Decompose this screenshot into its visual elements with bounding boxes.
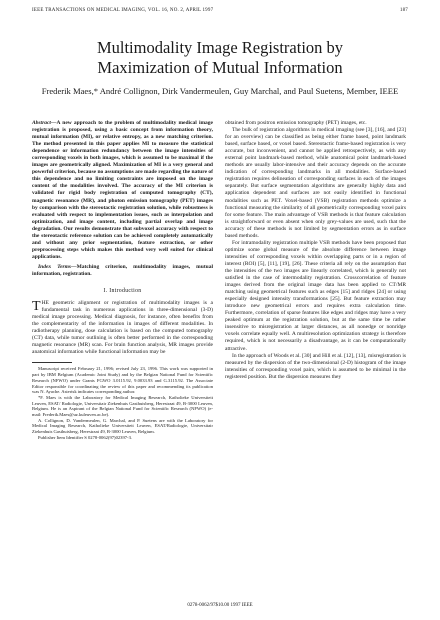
journal-line: IEEE TRANSACTIONS ON MEDICAL IMAGING, VOL. 16, NO. 2, APRIL 1997 bbox=[32, 8, 214, 13]
author-list: Frederik Maes,* André Collignon, Dirk Vandermeulen, Guy Marchal, and Paul Suetens, Member, IEEE bbox=[41, 86, 399, 96]
abstract-label: Abstract— bbox=[32, 120, 57, 126]
body-paragraph: For intramodality registration multiple VSB methods have been proposed that optimize some global measure of the absolute difference between image intensities of corresponding voxels within overlapping parts or in a region of interest (ROI) [5], [11], [19], [26]. These criteria all rely on the assumption that the intensities of the two images are linearly correlated, which is generally not satisfied in the case of intermodality registration. Crosscorrelation of feature images derived from the original image data has been applied to CT/MR matching using geometrical features such as edges [15] and ridges [24] or using especially designed intensity transformations [25]. But feature extraction may introduce new geometrical errors and requires extra calculation time. Furthermore, correlation of sparse features like edges and ridges may have a very peaked optimum at the registration solution, but at the same time be rather insensitive to misregistration at larger distances, as all nonedge or nonridge voxels correlate equally well. A multiresolution optimization strategy is therefore required, which is not necessarily a disadvantage, as it can be computationally attractive. bbox=[225, 239, 406, 352]
footer-copyright: 0278-0062/97$10.00 1997 IEEE bbox=[187, 603, 253, 608]
index-terms-text: Matching criterion, multimodality images, mutual information, registration. bbox=[32, 263, 213, 277]
footnote-publisher-id: Publisher Item Identifier S 0278-0062(97)02397-3. bbox=[38, 434, 133, 440]
footnote-rule bbox=[32, 362, 72, 363]
paper-title bbox=[30, 38, 410, 78]
intro-text: HE geometric alignment or registration of multimodality images is a fundamental task in numerous applications in three-dimensional (3-D) medical image processing. Medical diagnosis, for instance, often benefits from the complementarity of the information in images of different modalities. In radiotherapy planning, dose calculation is based on the computed tomography (CT) data, while tumor outlining is often better performed in the corresponding magnetic resonance (MR) scan. For brain function analysis, MR images provide anatomical information while functional information may be bbox=[32, 300, 213, 356]
running-head bbox=[32, 8, 408, 13]
footnote-maes: *F. Maes is with the Laboratory for Medical Imaging Research, Katholieke Universiteit Leuven, ESAT/ Radiologie, Universitair Ziekenhuis Gasthuisberg, Herestraat 49, B-3000 Leuven, Belgium. He is an Aspirant of the Belgian National Fund for Scientific Research (NFWO) (e-mail: Frederik.Maes@uz.kuleuven.ac.be). bbox=[32, 394, 213, 418]
drop-cap: T bbox=[32, 299, 41, 315]
right-column bbox=[225, 120, 406, 381]
intro-paragraph bbox=[32, 300, 213, 356]
page-number: 187 bbox=[399, 8, 408, 13]
body-paragraph: obtained from positron emission tomography (PET) images, etc. bbox=[225, 120, 367, 126]
left-column bbox=[32, 120, 213, 441]
abstract bbox=[32, 120, 213, 261]
abstract-text: A new approach to the problem of multimodality medical image registration is proposed, using a basic concept from information theory, mutual information (MI), or relative entropy, as a new matching criterion. The method presented in this paper applies MI to measure the statistical dependence or information redundancy between the image intensities of corresponding voxels in both images, which is assumed to be maximal if the images are geometrically aligned. Maximization of MI is a very general and powerful criterion, because no assumptions are made regarding the nature of this dependence and no limiting constraints are imposed on the image content of the modalities involved. The accuracy of the MI criterion is validated for rigid body registration of computed tomography (CT), magnetic resonance (MR), and photon emission tomography (PET) images by comparison with the stereotactic registration solution, while robustness is evaluated with respect to implementation issues, such as interpolation and optimization, and image content, including partial overlap and image degradation. Our results demonstrate that subvoxel accuracy with respect to the stereotactic reference solution can be achieved completely automatically and without any prior segmentation, feature extraction, or other preprocessing steps which makes this method very well suited for clinical applications. bbox=[32, 120, 213, 260]
title-line-1: Multimodality Image Registration by bbox=[96, 38, 344, 57]
section-heading: I. Introduction bbox=[103, 288, 142, 295]
footnote-coauthors: A. Collignon, D. Vandermeulen, G. Marchal, and P. Suetens are with the Laboratory for Medical Imaging Research, Katholieke Universiteit Leuven, ESAT/Radiologie, Universitair Ziekenhuis Gasthuisberg, Herestraat 49, B-3000 Leuven, Belgium. bbox=[32, 417, 213, 435]
body-paragraph: In the approach of Woods et al. [30] and Hill et al. [12], [13], misregistration is measured by the dispersion of the two-dimensional (2-D) histogram of the image intensities of corresponding voxel pairs, which is assumed to be minimal in the registered position. But the dispersion measures they bbox=[225, 352, 406, 380]
index-terms bbox=[32, 264, 213, 278]
title-line-2: Maximization of Mutual Information bbox=[97, 58, 343, 77]
index-terms-label: Index Terms— bbox=[38, 263, 77, 270]
footnotes bbox=[32, 366, 213, 440]
footnote-manuscript: Manuscript received February 21, 1996; revised July 23, 1996. This work was supported in part by IBM Belgium (Academic Joint Study) and by the Belgian National Fund for Scientific Research (NFWO) under Grants FGWO 3.0115.92, 9.0033.93 and G.3115.92. The Associate Editor responsible for coordinating the review of this paper and recommending its publication was N. Ayache. Asterisk indicates corresponding author. bbox=[32, 366, 213, 395]
body-paragraph: The bulk of registration algorithms in medical imaging (see [3], [16], and [23] for an overview) can be classified as being either frame based, point landmark based, surface based, or voxel based. Stereotactic frame-based registration is very accurate, but inconvenient, and cannot be applied retrospectively, as with any external point landmark-based method, while anatomical point landmark-based methods are usually labor-intensive and their accuracy depends on the accurate indication of corresponding landmarks in all modalities. Surface-based registration requires delineation of corresponding surfaces in each of the images separately. But surface segmentation algorithms are generally highly data and application dependent and surfaces are not easily identified in functional modalities such as PET. Voxel-based (VSB) registration methods optimize a functional measuring the similarity of all geometrically corresponding voxel pairs for some feature. The main advantage of VSB methods is that feature calculation is straightforward or even absent when only grey-values are used, such that the accuracy of these methods is not limited by segmentation errors as in surface based methods. bbox=[225, 127, 406, 239]
